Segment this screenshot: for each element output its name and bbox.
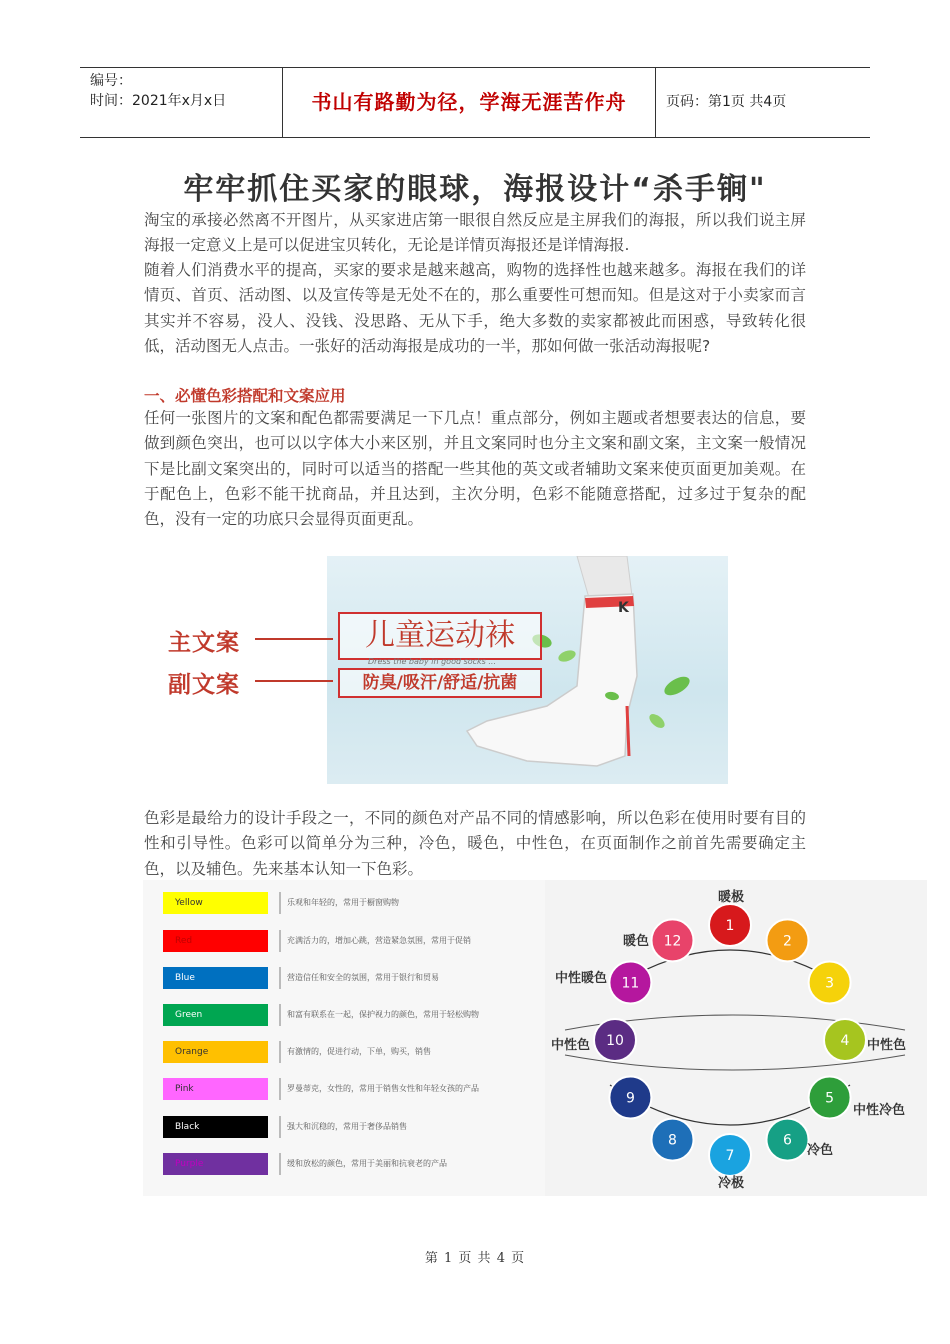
color-swatch: Blue: [163, 967, 268, 989]
color-meaning-table: [143, 880, 545, 1196]
wheel-label-neutral-cold: 中性冷色: [853, 1103, 906, 1118]
color-wheel-circle: [594, 1019, 636, 1061]
color-wheel-number: 10: [606, 1033, 624, 1049]
main-copy-box: 儿童运动袜: [338, 612, 542, 660]
color-wheel-circle: [809, 1077, 851, 1119]
color-row: [163, 892, 533, 914]
color-swatch: Red: [163, 930, 268, 952]
color-swatch: Yellow: [163, 892, 268, 914]
page-footer: 第 1 页 共 4 页: [424, 1251, 526, 1266]
motto: 书山有路勤为径，学海无涯苦作舟: [311, 90, 627, 114]
color-row: [163, 1153, 533, 1175]
color-wheel-circle: [652, 919, 694, 961]
color-wheel-number: 9: [625, 1090, 635, 1107]
color-description: 充满活力的，增加心跳，营造紧急氛围，常用于促销: [279, 930, 537, 952]
number-label: 编号：: [90, 73, 132, 89]
color-description: 乐观和年轻的，常用于橱窗购物: [279, 892, 537, 914]
color-wheel-circle: [609, 962, 651, 1004]
time-label: 时间：2021年x月x日: [90, 93, 227, 109]
color-wheel-circle: [767, 919, 809, 961]
color-description: 强大和沉稳的，常用于奢侈品销售: [279, 1116, 537, 1138]
document-header: [80, 67, 870, 138]
paragraph-copywriting: 任何一张图片的文案和配色都需要满足一下几点！重点部分，例如主题或者想要表达的信息，要做到颜色突出，也可以以字体大小来区别，并且文案同时也分主文案和副文案，主文案一般情况下是比副文案突出的，同时可以适当的搭配一些其他的英文或者辅助文案来使页面更加美观。在于配色上，色彩不能干扰商品，并且达到，主次分明，色彩不能随意搭配，过多过于复杂的配色，没有一定的功底只会显得页面更乱。: [144, 409, 806, 529]
color-swatch: Purple: [163, 1153, 268, 1175]
sub-copy-pointer: [255, 680, 333, 682]
page-info: 页码：第1页 共4页: [666, 94, 787, 110]
color-row: [163, 930, 533, 952]
color-description: 营造信任和安全的氛围，常用于银行和贸易: [279, 967, 537, 989]
color-wheel-number: 3: [825, 975, 835, 992]
color-swatch: Pink: [163, 1078, 268, 1100]
color-swatch: Orange: [163, 1041, 268, 1063]
color-wheel-number: 12: [663, 933, 682, 950]
color-wheel-number: 6: [783, 1132, 792, 1149]
paragraph-color-intro: 色彩是最给力的设计手段之一，不同的颜色对产品不同的情感影响，所以色彩在使用时要有目的性和引导性。色彩可以简单分为三种，冷色，暖色，中性色，在页面制作之前首先需要确定主色，以及辅色。先来基本认知一下色彩。: [144, 809, 806, 878]
paragraph-intro: 淘宝的承接必然离不开图片，从买家进店第一眼很自然反应是主屏我们的海报，所以我们说主屏海报一定意义上是可以促进宝贝转化，无论是详情页海报还是详情海报.: [144, 211, 806, 255]
color-wheel-number: 2: [783, 933, 792, 950]
color-wheel-circle: [609, 1077, 651, 1119]
section-heading: 一、必懂色彩搭配和文案应用: [144, 387, 346, 405]
sub-copy-label: 副文案: [168, 672, 240, 698]
tagline: Dress the baby in good socks ...: [368, 657, 497, 666]
wheel-label-cold-pole: 冷极: [718, 1176, 745, 1191]
main-copy-pointer: [255, 638, 333, 640]
main-copy-label: 主文案: [168, 630, 240, 656]
sub-copy-box: 防臭/吸汗/舒适/抗菌: [338, 668, 542, 698]
header-motto-cell: [283, 68, 656, 137]
paragraph-background: 随着人们消费水平的提高，买家的要求是越来越高，购物的选择性也越来越多。海报在我们的详情页、首页、活动图、以及宣传等是无处不在的，那么重要性可想而知。但是这对于小卖家而言其实并不容易，没人、没钱、没思路、无从下手，绝大多数的卖家都被此而困惑，导致转化很低，活动图无人点击。一张好的活动海报是成功的一半，那如何做一张活动海报呢?: [144, 261, 806, 355]
color-wheel-circle: [824, 1019, 866, 1061]
color-row: [163, 1041, 533, 1063]
color-description: 有激情的，促进行动，下单，购买，销售: [279, 1041, 537, 1063]
color-description: 和富有联系在一起，保护视力的颜色，常用于轻松购物: [279, 1004, 537, 1026]
wheel-label-warm-pole: 暖极: [718, 890, 745, 905]
color-swatch: Black: [163, 1116, 268, 1138]
sock-poster-figure: [160, 556, 728, 784]
color-row: [163, 967, 533, 989]
wheel-label-neutral-left: 中性色: [551, 1038, 591, 1053]
color-wheel-number: 5: [825, 1090, 835, 1107]
color-swatch: Green: [163, 1004, 268, 1026]
color-wheel-number: 11: [621, 975, 640, 992]
header-page-cell: [656, 68, 870, 137]
header-meta-cell: [80, 68, 283, 137]
color-row: [163, 1116, 533, 1138]
wheel-label-neutral-right: 中性色: [867, 1038, 907, 1053]
color-row: [163, 1004, 533, 1026]
color-row: [163, 1078, 533, 1100]
color-wheel-circle: [709, 904, 751, 946]
page-title: 牢牢抓住买家的眼球，海报设计“杀手锏": [183, 172, 767, 207]
color-wheel-number: 4: [840, 1033, 850, 1049]
color-wheel-circle: [652, 1119, 694, 1161]
color-wheel-figure: [545, 880, 927, 1196]
color-description: 缓和放松的颜色，常用于美丽和抗衰老的产品: [279, 1153, 537, 1175]
wheel-label-warm: 暖色: [623, 934, 650, 949]
color-wheel-number: 1: [725, 918, 735, 934]
color-wheel-circle: [809, 962, 851, 1004]
wheel-label-neutral-warm: 中性暖色: [555, 971, 608, 986]
wheel-label-cold: 冷色: [807, 1143, 834, 1158]
color-wheel-number: 7: [725, 1148, 735, 1164]
color-wheel-number: 8: [668, 1132, 677, 1149]
color-wheel-circle: [767, 1119, 809, 1161]
color-wheel-circle: [709, 1134, 751, 1176]
brand-mark: K: [618, 600, 629, 616]
color-description: 罗曼蒂克，女性的，常用于销售女性和年轻女孩的产品: [279, 1078, 537, 1100]
